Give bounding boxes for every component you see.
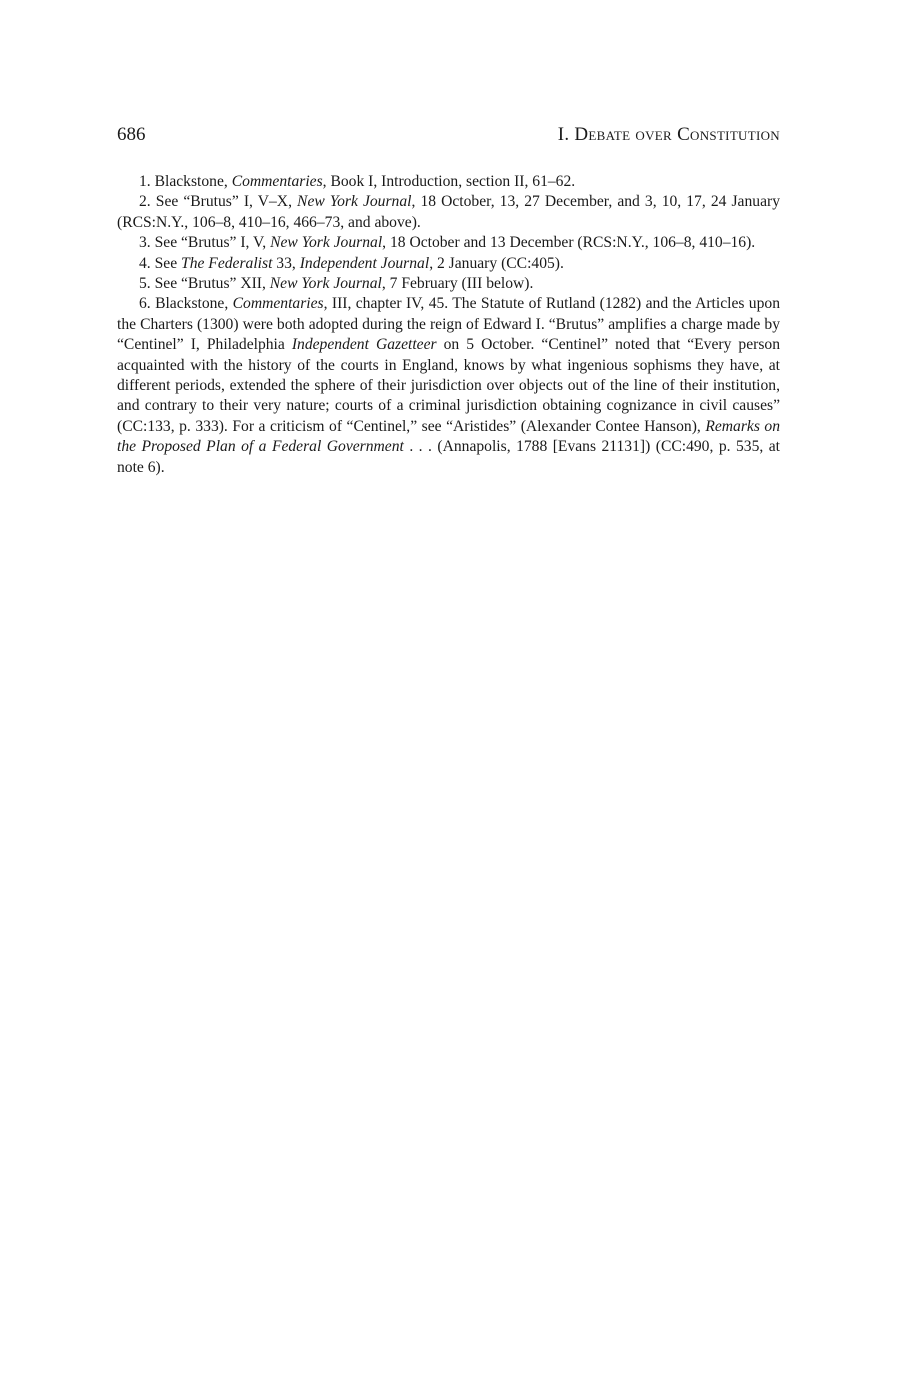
italic-title: New York Journal	[297, 193, 412, 211]
note-text: 5. See “Brutus” XII,	[139, 275, 270, 293]
note-text: . . . (Annapolis, 1788 [Evans 21131]) (CC:490, p. 535, at note 6).	[117, 438, 780, 476]
running-head	[117, 124, 780, 146]
italic-title: New York Journal	[269, 275, 382, 293]
endnote	[117, 274, 780, 294]
italic-title: Remarks on the Proposed Plan of a Federal Government	[117, 417, 781, 456]
note-text: 33,	[272, 254, 300, 272]
endnote	[117, 172, 780, 192]
running-title: I. Debate over Constitution	[557, 124, 780, 145]
note-text: on 5 October. “Centinel” noted that “Every person acquainted with the history of the courts in England, knows by what ingenious sophisms they have, at different periods, extended the sphere of their jurisdiction over objects out of the line of their institution, and contrary to their very nature; courts of a criminal jurisdiction obtaining cognizance in civil causes” (CC:133, p. 333). For a criticism of “Centinel,” see “Aristides” (Alexander Contee Hanson),	[117, 336, 780, 435]
note-text: , 2 January (CC:405).	[429, 254, 564, 272]
italic-title: Independent Journal	[299, 254, 430, 272]
book-page	[117, 124, 780, 478]
note-text: , 7 February (III below).	[381, 275, 534, 293]
italic-title: Independent Gazetteer	[291, 336, 437, 354]
note-text: 1. Blackstone,	[139, 173, 232, 190]
endnote	[117, 233, 780, 253]
italic-title: New York Journal	[270, 234, 383, 252]
endnote	[117, 192, 780, 233]
note-text: 6. Blackstone,	[139, 295, 233, 313]
note-text: 3. See “Brutus” I, V,	[139, 234, 271, 252]
endnote	[117, 254, 780, 274]
italic-title: Commentaries	[232, 295, 324, 313]
note-text: , 18 October and 13 December (RCS:N.Y., 106–8, 410–16).	[382, 234, 756, 252]
note-text: 4. See	[139, 254, 182, 272]
note-text: 2. See “Brutus” I, V–X,	[139, 193, 298, 211]
note-text: , III, chapter IV, 45. The Statute of Rutland (1282) and the Articles upon the Charters (1300) were both adopted during the reign of Edward I. “Brutus” amplifies a charge made by “Centinel” I, Philadelphia	[117, 295, 780, 354]
note-text: , Book I, Introduction, section II, 61–62.	[322, 173, 576, 190]
page-number: 686	[117, 124, 146, 145]
note-text: , 18 October, 13, 27 December, and 3, 10, 17, 24 January (RCS:N.Y., 106–8, 410–16, 466–73, and above).	[117, 193, 780, 231]
endnote	[117, 294, 780, 478]
endnotes	[117, 172, 780, 478]
italic-title: Commentaries	[231, 173, 323, 190]
italic-title: The Federalist	[181, 254, 273, 272]
